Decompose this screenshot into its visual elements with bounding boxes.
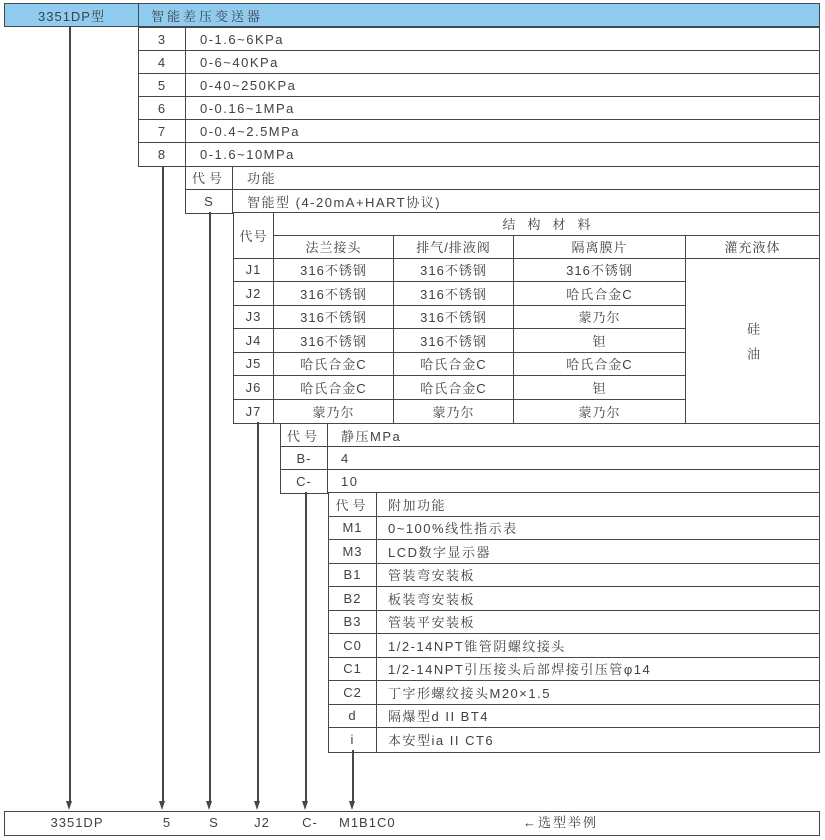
addon-code: d xyxy=(329,705,377,728)
addon-label: 管装平安装板 xyxy=(388,615,476,631)
model-name: 3351DP型 xyxy=(5,4,139,26)
vent-valve-material: 哈氏合金C xyxy=(394,376,514,400)
pressure-column-header: 静压MPa xyxy=(341,428,402,444)
table-row xyxy=(139,28,819,51)
range-table xyxy=(138,27,820,167)
code-column-header: 代号 xyxy=(281,424,328,446)
vent-valve-column-header: 排气/排液阀 xyxy=(394,236,514,259)
example-model: 3351DP xyxy=(50,815,104,830)
addon-label: 0~100%线性指示表 xyxy=(388,521,518,537)
table-row xyxy=(186,190,819,213)
material-code: J5 xyxy=(234,353,274,377)
material-code: J1 xyxy=(234,259,274,283)
table-row xyxy=(329,611,819,635)
material-code: J2 xyxy=(234,282,274,306)
range-label: 0-40~250KPa xyxy=(200,77,297,93)
diaphragm-material: 316不锈钢 xyxy=(514,259,686,283)
addon-code: C1 xyxy=(329,658,377,681)
arrow-down-icon xyxy=(66,801,72,810)
leader-line-pressure xyxy=(305,492,307,801)
flange-material: 316不锈钢 xyxy=(274,329,394,353)
flange-column-header: 法兰接头 xyxy=(274,236,394,259)
table-row xyxy=(329,564,819,588)
table-row xyxy=(329,517,819,541)
table-row xyxy=(139,120,819,143)
addon-label: 1/2-14NPT引压接头后部焊接引压管φ14 xyxy=(388,662,652,678)
addon-code: C0 xyxy=(329,634,377,657)
range-label: 0-1.6~10MPa xyxy=(200,147,295,162)
table-header-row xyxy=(281,424,819,447)
table-row xyxy=(139,143,819,166)
range-code: 6 xyxy=(139,97,186,119)
pressure-code: B- xyxy=(281,447,328,469)
arrow-down-icon xyxy=(159,801,165,810)
addon-table xyxy=(328,492,820,753)
table-row xyxy=(329,540,819,564)
material-group-header: 结构材料 xyxy=(274,213,819,236)
diaphragm-material: 哈氏合金C xyxy=(514,353,686,377)
table-row xyxy=(329,681,819,705)
leader-line-range xyxy=(162,166,164,802)
model-header xyxy=(4,3,820,27)
static-pressure-table xyxy=(280,423,820,494)
table-row xyxy=(139,97,819,120)
diaphragm-material: 钽 xyxy=(514,376,686,400)
table-row xyxy=(329,658,819,682)
addon-column-header: 附加功能 xyxy=(388,497,447,513)
table-row xyxy=(329,587,819,611)
addon-label: 管装弯安装板 xyxy=(388,568,476,584)
material-table xyxy=(233,212,820,425)
addon-label: 隔爆型d II BT4 xyxy=(388,709,490,725)
range-code: 5 xyxy=(139,74,186,96)
material-code: J6 xyxy=(234,376,274,400)
diaphragm-material: 蒙乃尔 xyxy=(514,400,686,424)
function-label: 智能型 (4-20mA+HART协议) xyxy=(247,194,442,210)
addon-code: B1 xyxy=(329,564,377,587)
addon-label: 板装弯安装板 xyxy=(388,591,476,607)
addon-label: 本安型ia II CT6 xyxy=(388,733,495,749)
leader-line-material xyxy=(257,422,259,801)
product-name: 智能差压变送器 xyxy=(151,8,264,24)
addon-label: 1/2-14NPT锥管阴螺纹接头 xyxy=(388,638,566,654)
leader-line-addon xyxy=(352,750,354,801)
addon-code: B3 xyxy=(329,611,377,634)
table-row xyxy=(329,728,819,752)
example-material-code: J2 xyxy=(254,815,270,830)
function-code: S xyxy=(186,190,233,213)
table-row xyxy=(139,74,819,97)
diaphragm-material: 蒙乃尔 xyxy=(514,306,686,330)
range-code: 7 xyxy=(139,120,186,142)
table-row xyxy=(329,705,819,729)
diaphragm-column-header: 隔离膜片 xyxy=(514,236,686,259)
code-column-header: 代号 xyxy=(329,493,377,516)
table-row xyxy=(139,51,819,74)
diaphragm-material: 钽 xyxy=(514,329,686,353)
arrow-down-icon xyxy=(254,801,260,810)
fill-liquid-column-header: 灌充液体 xyxy=(686,236,819,259)
example-pressure-code: C- xyxy=(302,815,318,830)
example-row xyxy=(4,811,820,836)
material-code: J7 xyxy=(234,400,274,424)
range-code: 3 xyxy=(139,28,186,50)
table-header-row xyxy=(329,493,819,517)
range-label: 0-6~40KPa xyxy=(200,54,279,70)
material-code: J4 xyxy=(234,329,274,353)
vent-valve-material: 蒙乃尔 xyxy=(394,400,514,424)
flange-material: 316不锈钢 xyxy=(274,306,394,330)
diaphragm-material: 哈氏合金C xyxy=(514,282,686,306)
vent-valve-material: 316不锈钢 xyxy=(394,306,514,330)
range-label: 0-1.6~6KPa xyxy=(200,31,285,47)
arrow-down-icon xyxy=(302,801,308,810)
pressure-value: 4 xyxy=(341,450,350,466)
addon-label: LCD数字显示器 xyxy=(388,544,492,560)
addon-label: 丁字形螺纹接头M20×1.5 xyxy=(388,685,551,701)
leader-line-function xyxy=(209,212,211,801)
leader-line-model xyxy=(69,27,71,801)
flange-material: 316不锈钢 xyxy=(274,282,394,306)
vent-valve-material: 316不锈钢 xyxy=(394,282,514,306)
addon-code: i xyxy=(329,728,377,752)
addon-code: B2 xyxy=(329,587,377,610)
pressure-value: 10 xyxy=(341,474,359,489)
table-row xyxy=(329,634,819,658)
code-column-header: 代号 xyxy=(186,167,233,189)
example-function-code: S xyxy=(209,815,219,830)
flange-material: 哈氏合金C xyxy=(274,353,394,377)
fill-liquid-value: 硅油 xyxy=(745,321,760,372)
range-label: 0-0.4~2.5MPa xyxy=(200,123,301,139)
table-header-row xyxy=(186,167,819,190)
code-column-header: 代号 xyxy=(234,213,274,259)
table-row xyxy=(281,470,819,493)
addon-code: M3 xyxy=(329,540,377,563)
vent-valve-material: 哈氏合金C xyxy=(394,353,514,377)
table-row xyxy=(281,447,819,470)
range-label: 0-0.16~1MPa xyxy=(200,100,295,116)
range-code: 8 xyxy=(139,143,186,166)
vent-valve-material: 316不锈钢 xyxy=(394,329,514,353)
range-code: 4 xyxy=(139,51,186,73)
function-table xyxy=(185,166,820,215)
addon-code: C2 xyxy=(329,681,377,704)
example-range-code: 5 xyxy=(162,815,172,830)
material-code: J3 xyxy=(234,306,274,330)
example-addon-codes: M1B1C0 xyxy=(339,815,396,830)
addon-code: M1 xyxy=(329,517,377,540)
flange-material: 蒙乃尔 xyxy=(274,400,394,424)
pressure-code: C- xyxy=(281,470,328,493)
flange-material: 哈氏合金C xyxy=(274,376,394,400)
example-note: ←选型举例 xyxy=(523,815,599,830)
arrow-down-icon xyxy=(206,801,212,810)
arrow-down-icon xyxy=(349,801,355,810)
vent-valve-material: 316不锈钢 xyxy=(394,259,514,283)
flange-material: 316不锈钢 xyxy=(274,259,394,283)
function-column-header: 功能 xyxy=(247,171,277,187)
